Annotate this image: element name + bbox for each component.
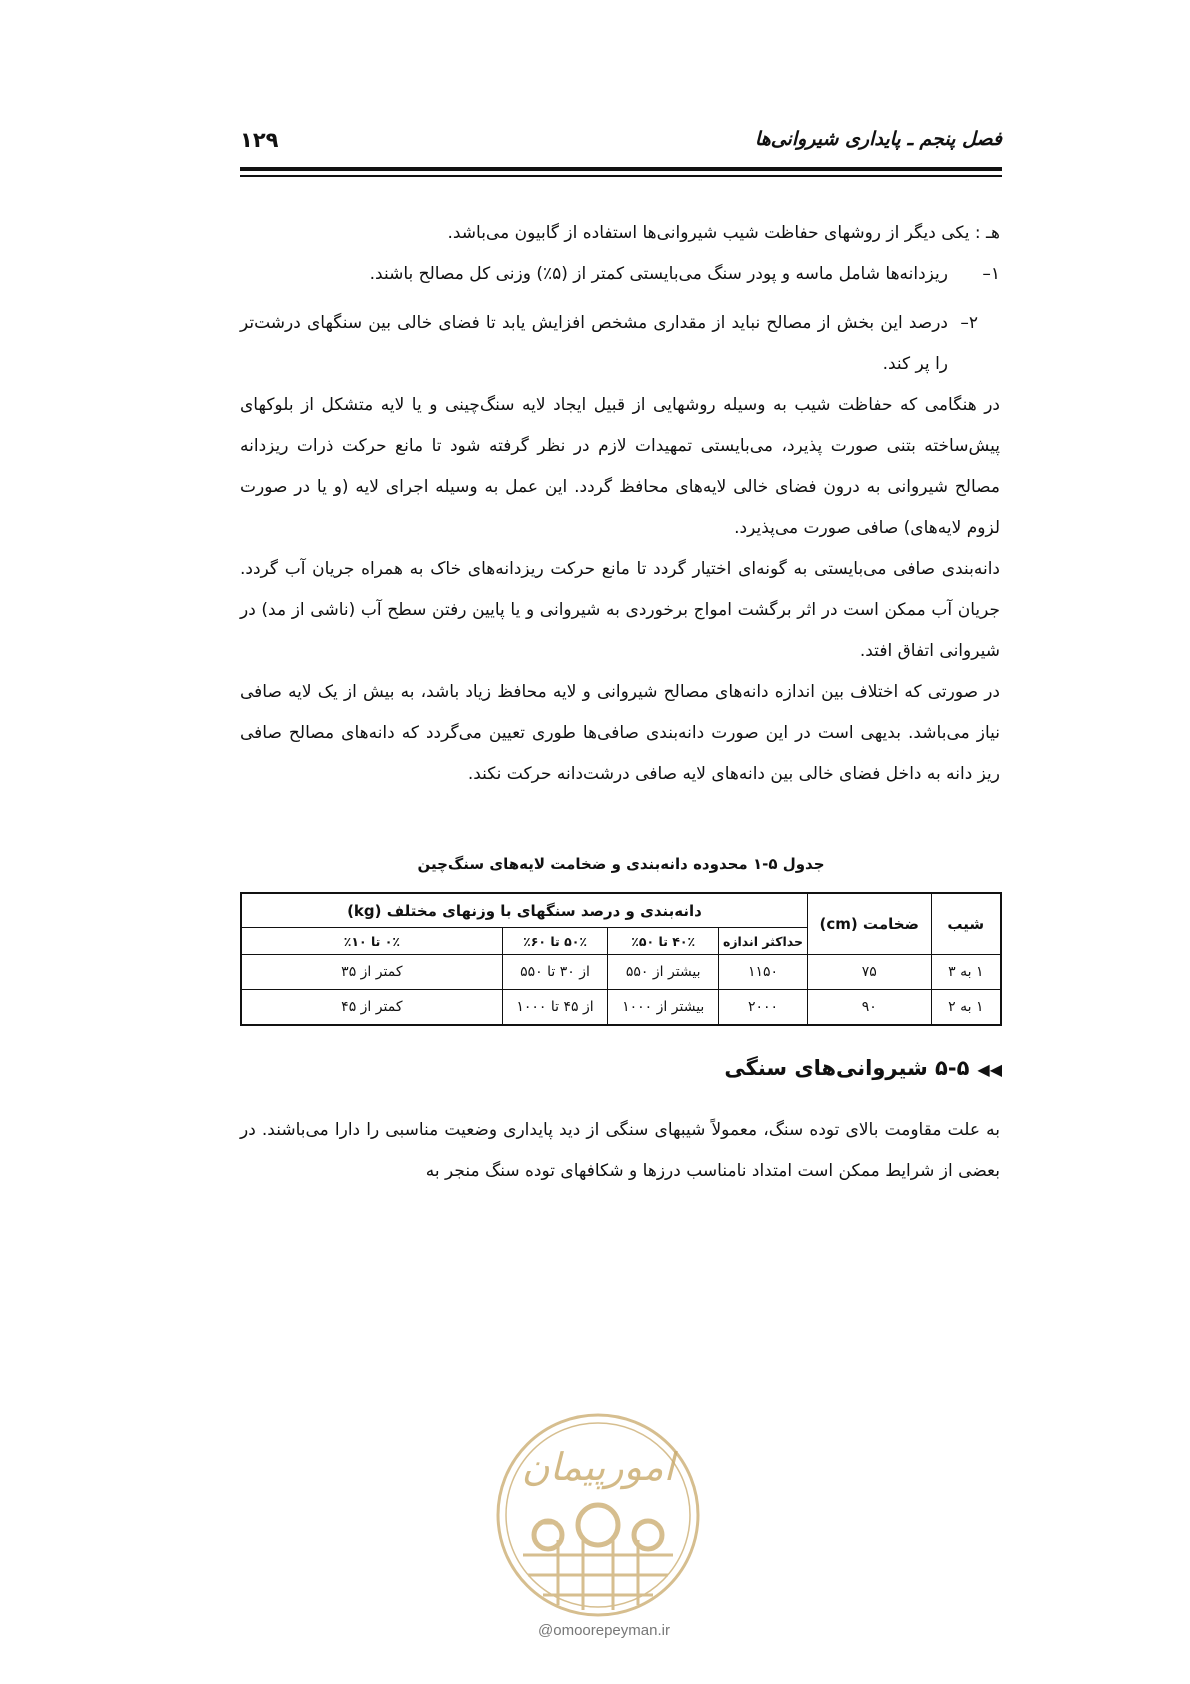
paragraph-2: دانه‌بندی صافی می‌بایستی به گونه‌ای اختیار گردد تا مانع حرکت ریزدانه‌های خاک به همراه جریان آب گردد. جریان آب ممکن است در اثر برگشت امواج برخوردی به شیروانی و یا پایین رفتن سطح آب (ناشی از مد) در شیروانی اتفاق افتد.	[240, 559, 1000, 661]
cell-slope: ۱ به ۳	[931, 955, 1001, 990]
header-rule-thin	[240, 175, 1002, 177]
list-marker-1: ۱–	[982, 264, 1000, 284]
subheader-0-10: ۰٪ تا ۱۰٪	[241, 928, 502, 955]
cell-40-50: بیشتر از ۱۰۰۰	[608, 990, 719, 1026]
paragraph-3: در صورتی که اختلاف بین اندازه دانه‌های مصالح شیروانی و لایه محافظ زیاد باشد، به بیش از یک لایه صافی نیاز می‌باشد. بدیهی است در این صورت دانه‌بندی صافی‌ها طوری تعیین می‌گردد که دانه‌های مصالح صافی ریز دانه به داخل فضای خالی بین دانه‌های لایه صافی درشت‌دانه حرکت نکند.	[240, 682, 1000, 784]
header-slope: شیب	[931, 893, 1001, 955]
watermark-url: @omoorepeyman.ir	[538, 1622, 670, 1639]
watermark-logo-text: امورپیمان	[521, 1445, 675, 1489]
list-item-2	[240, 303, 1000, 385]
cell-thickness: ۹۰	[807, 990, 931, 1026]
cell-40-50: بیشتر از ۵۵۰	[608, 955, 719, 990]
section-paragraph: به علت مقاومت بالای توده سنگ، معمولاً شیبهای سنگی از دید پایداری وضعیت مناسبی را دارا می‌باشند. در بعضی از شرایط ممکن است امتداد نامناسب درزها و شکافهای توده سنگ منجر به	[240, 1120, 1000, 1181]
page-number: ۱۲۹	[240, 128, 279, 152]
subheader-40-50: ۴۰٪ تا ۵۰٪	[608, 928, 719, 955]
cell-0-10: کمتر از ۴۵	[241, 990, 502, 1026]
cell-max-size: ۱۱۵۰	[719, 955, 808, 990]
gradation-table	[240, 892, 1002, 1026]
watermark-logo	[483, 1405, 713, 1625]
item-he: هـ : یکی دیگر از روشهای حفاظت شیب شیروانی‌ها استفاده از گابیون می‌باشد.	[447, 223, 1000, 243]
header-thickness: ضخامت (cm)	[807, 893, 931, 955]
chapter-title: فصل پنجم ـ پایداری شیروانی‌ها	[754, 128, 1002, 150]
header-rule-thick	[240, 167, 1002, 171]
list-text-2: درصد این بخش از مصالح نباید از مقداری مشخص افزایش یابد تا فضای خالی بین سنگهای درشت‌تر را پر کند.	[240, 313, 948, 374]
table-row	[241, 955, 1001, 990]
list-text-1: ریزدانه‌ها شامل ماسه و پودر سنگ می‌بایستی کمتر از (۵٪) وزنی کل مصالح باشند.	[369, 264, 948, 284]
cell-thickness: ۷۵	[807, 955, 931, 990]
cell-50-60: از ۳۰ تا ۵۵۰	[502, 955, 608, 990]
section-marker-icon: ◀◀	[977, 1060, 1002, 1079]
section-title: ۵-۵ شیروانی‌های سنگی	[724, 1056, 970, 1080]
cell-50-60: از ۴۵ تا ۱۰۰۰	[502, 990, 608, 1026]
cell-max-size: ۲۰۰۰	[719, 990, 808, 1026]
table-caption: جدول ۵-۱ محدوده دانه‌بندی و ضخامت لایه‌های سنگ‌چین	[417, 855, 825, 873]
cell-0-10: کمتر از ۳۵	[241, 955, 502, 990]
table-row	[241, 990, 1001, 1026]
list-item-1	[370, 254, 1000, 295]
list-marker-2: ۲–	[960, 313, 978, 333]
section-heading	[724, 1056, 1002, 1080]
paragraph-1: در هنگامی که حفاظت شیب به وسیله روشهایی از قبیل ایجاد لایه سنگ‌چینی و یا لایه متشکل از بلوکهای پیش‌ساخته بتنی صورت پذیرد، می‌بایستی تمهیدات لازم در نظر گرفته شود تا مانع حرکت ذرات ریزدانه مصالح شیروانی به درون فضای خالی لایه‌های محافظ گردد. این عمل به وسیله اجرای لایه (و یا در صورت لزوم لایه‌های) صافی صورت می‌پذیرد.	[240, 395, 1000, 538]
subheader-50-60: ۵۰٪ تا ۶۰٪	[502, 928, 608, 955]
cell-slope: ۱ به ۲	[931, 990, 1001, 1026]
header-gradation-group: دانه‌بندی و درصد سنگهای با وزنهای مختلف (kg)	[241, 893, 807, 928]
subheader-max-size: حداکثر اندازه	[719, 928, 808, 955]
